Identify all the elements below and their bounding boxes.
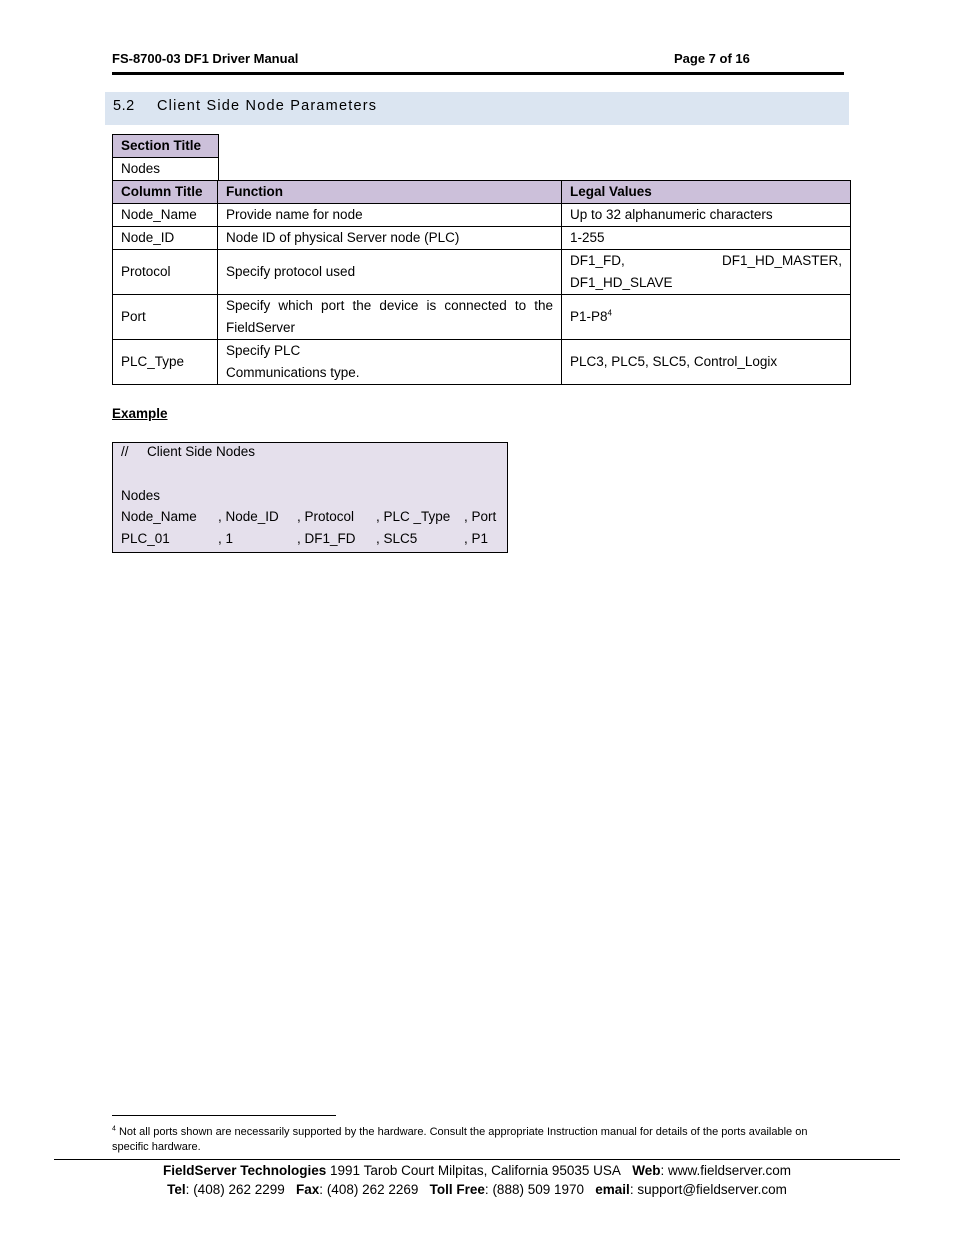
footer-rule <box>54 1159 900 1160</box>
example-value: , SLC5 <box>376 531 418 546</box>
tollfree-value: (888) 509 1970 <box>492 1182 585 1197</box>
table-row <box>113 250 851 295</box>
footer-address-line: FieldServer Technologies 1991 Tarob Court Milpitas, California 95035 USA Web: www.fieldserver.com <box>162 1163 792 1178</box>
example-section-name: Nodes <box>121 488 161 503</box>
page-number: Page 7 of 16 <box>674 51 750 66</box>
comment-slashes: // <box>121 444 129 459</box>
cell-legal: Up to 32 alphanumeric characters <box>562 204 851 227</box>
legal-line: DF1_FD, DF1_HD_MASTER, <box>570 253 842 268</box>
example-value: PLC_01 <box>121 531 170 546</box>
cell-title: Port <box>113 295 218 340</box>
cell-legal: PLC3, PLC5, SLC5, Control_Logix <box>562 340 851 385</box>
cell-function: Specify protocol used <box>218 250 562 295</box>
footnote <box>112 1125 832 1155</box>
cell-function: Node ID of physical Server node (PLC) <box>218 227 562 250</box>
example-code-box <box>112 442 508 553</box>
tel-value: (408) 262 2299 <box>193 1182 285 1197</box>
cell-legal: 1-255 <box>562 227 851 250</box>
table-row <box>113 135 219 158</box>
table-header-row <box>113 181 851 204</box>
parameters-table <box>112 180 851 385</box>
footnote-marker: 4 <box>112 1125 116 1133</box>
email-link[interactable]: support@fieldserver.com <box>637 1182 787 1197</box>
tollfree-label: Toll Free <box>429 1182 485 1197</box>
cell-function <box>218 340 562 385</box>
cell-title: Protocol <box>113 250 218 295</box>
footnote-text: Not all ports shown are necessarily supported by the hardware. Consult the appropriate Instruction manual for details of the ports available on specific hardware. <box>112 1126 808 1153</box>
cell-function: Provide name for node <box>218 204 562 227</box>
table-row <box>113 158 219 181</box>
column-header-legal-values: Legal Values <box>562 181 851 204</box>
section-title-header: Section Title <box>113 135 219 158</box>
section-title-value: Nodes <box>113 158 219 181</box>
cell-function: Specify which port the device is connected to the FieldServer <box>218 295 562 340</box>
table-row <box>113 204 851 227</box>
web-link[interactable]: www.fieldserver.com <box>668 1163 792 1178</box>
legal-value: P1-P8 <box>570 309 608 324</box>
fax-label: Fax <box>296 1182 320 1197</box>
example-column-header: , Node_ID <box>218 509 279 524</box>
header-rule <box>112 72 844 75</box>
section-title: Client Side Node Parameters <box>157 98 378 114</box>
email-label: email <box>595 1182 630 1197</box>
legal-line: DF1_HD_SLAVE <box>570 275 673 290</box>
cell-legal <box>562 250 851 295</box>
example-value: , P1 <box>464 531 489 546</box>
section-number: 5.2 <box>113 98 135 114</box>
example-column-header: Node_Name <box>121 509 197 524</box>
function-line: Communications type. <box>226 365 360 380</box>
cell-title: Node_ID <box>113 227 218 250</box>
company-name: FieldServer Technologies <box>162 1163 327 1178</box>
function-line: Specify PLC <box>226 343 301 358</box>
example-column-header: , Port <box>464 509 497 524</box>
column-header-function: Function <box>218 181 562 204</box>
example-label: Example <box>112 406 168 421</box>
section-title-table <box>112 134 219 181</box>
table-row <box>113 340 851 385</box>
cell-title: PLC_Type <box>113 340 218 385</box>
company-address: 1991 Tarob Court Milpitas, California 95035 USA <box>330 1163 621 1178</box>
cell-title: Node_Name <box>113 204 218 227</box>
document-title: FS-8700-03 DF1 Driver Manual <box>112 51 299 66</box>
cell-legal <box>562 295 851 340</box>
comment-text: Client Side Nodes <box>147 444 256 459</box>
table-row <box>113 227 851 250</box>
web-label: Web <box>632 1163 661 1178</box>
footnote-rule <box>112 1115 336 1116</box>
footer-contact-line: Tel: (408) 262 2299 Fax: (408) 262 2269 Toll Free: (888) 509 1970 email: support@fieldserver.com <box>167 1182 787 1197</box>
column-header-title: Column Title <box>113 181 218 204</box>
footnote-ref: 4 <box>607 308 612 318</box>
table-row <box>113 295 851 340</box>
example-column-header: , PLC _Type <box>376 509 451 524</box>
tel-label: Tel <box>167 1182 186 1197</box>
example-column-header: , Protocol <box>297 509 355 524</box>
example-value: , 1 <box>218 531 234 546</box>
fax-value: (408) 262 2269 <box>326 1182 419 1197</box>
example-value: , DF1_FD <box>297 531 356 546</box>
